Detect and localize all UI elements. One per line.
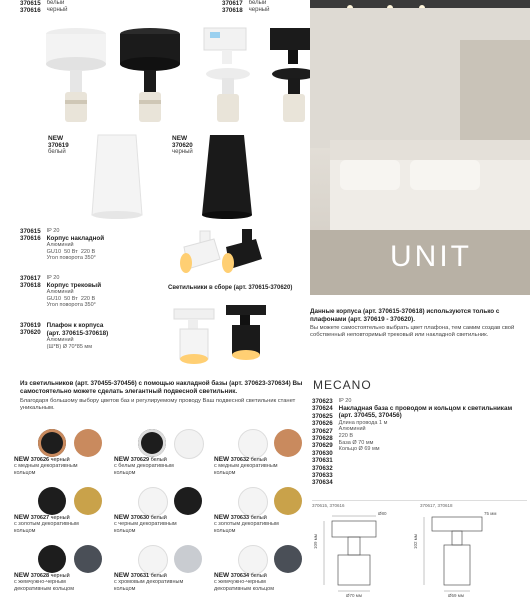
base-swatch xyxy=(38,487,66,515)
top-col1-codes: 370615 белый 370616 черный xyxy=(20,0,68,15)
interior-photo xyxy=(310,0,530,295)
mecano-title: MECANO xyxy=(313,378,372,392)
drawing-1-title: 370615, 370616 xyxy=(312,503,345,508)
drawing-2-title: 370617, 370618 xyxy=(420,503,453,508)
drawing-1-width: Ø80 xyxy=(378,511,387,516)
ip-rating: IP 20 xyxy=(46,228,60,234)
tech-drawings xyxy=(312,500,527,599)
base-swatch xyxy=(38,545,66,573)
drawing-2-base: Ø59 мм xyxy=(448,593,464,598)
variant-card: NEW 370626 черный с медным декоративным кольцом xyxy=(10,425,110,483)
ring-swatch xyxy=(274,487,302,515)
assembled-lamp-images xyxy=(168,225,293,375)
drawing-2-width: 75 мм xyxy=(484,511,497,516)
variant-card: NEW 370631 белый с хромовым декоративным кольцом xyxy=(110,541,210,599)
variant-card: NEW 370634 белый с жемчужно-черным декоративным кольцом xyxy=(210,541,310,599)
base-swatch xyxy=(138,487,168,517)
variants-grid xyxy=(10,425,310,600)
base-swatch xyxy=(138,429,166,457)
unit-logo: UNIT xyxy=(390,240,472,273)
variant-card: NEW 370627 черный с золотым декоративным кольцом xyxy=(10,483,110,541)
drawing-1-height: 109 мм xyxy=(313,534,318,549)
housing-product-images xyxy=(40,20,310,130)
base-swatch xyxy=(238,429,268,459)
ring-swatch xyxy=(274,429,302,457)
shade-white-label: NEW 370619 белый xyxy=(48,135,69,156)
base-swatch xyxy=(238,545,268,575)
variant-card: NEW 370630 белый с черным декоративным кольцом xyxy=(110,483,210,541)
shade-black-label: NEW 370620 черный xyxy=(172,135,193,156)
variant-card: NEW 370628 черный с жемчужно-черным декоративным кольцом xyxy=(10,541,110,599)
ring-swatch xyxy=(74,487,102,515)
drawing-2-height: 102 мм xyxy=(413,534,418,549)
mecano-spec: 370623 370624 370625 370626 370627 370628 370629 370630 370631 370632 370633 370634 IP 20 Накладная база с проводом и кольцом к светильникам (арт. 370455, 370456) Длина провода 1 м Алюминий 220 В База Ø 70 мм Кольцо Ø 69 мм xyxy=(312,398,522,487)
base-swatch xyxy=(138,545,168,575)
variant-card: NEW 370633 белый с золотым декоративным кольцом xyxy=(210,483,310,541)
housing-note: Данные корпуса (арт. 370615-370618) используются только с плафонами (арт. 370619 - 370620). Вы можете самостоятельно выбрать цвет плафона, тем самим создав свой собственный неповторимый трековый или накладной светильник. xyxy=(310,308,515,339)
assembled-caption: Светильники в сборе (арт. 370615-370620) xyxy=(168,285,293,291)
dimension-drawings xyxy=(312,511,527,597)
spec-surface: 370615 370616 IP 20 Корпус накладной Алюминий GU10 50 Вт 220 В Угол поворота 350° xyxy=(20,228,105,262)
ring-swatch xyxy=(74,545,102,573)
ring-swatch xyxy=(174,487,202,515)
variant-card: NEW 370632 белый с медным декоративным кольцом xyxy=(210,425,310,483)
ring-swatch xyxy=(274,545,302,573)
ring-swatch xyxy=(174,545,202,573)
drawing-1-base: Ø70 мм xyxy=(346,593,362,598)
ring-swatch xyxy=(74,429,102,457)
base-swatch xyxy=(38,429,66,457)
mecano-intro: Из светильников (арт. 370455-370456) с помощью накладной базы (арт. 370623-370634) Вы самостоятельно можете сделать элегантный подвесной светильник. Благодаря большому выбору цветов баз и регулируемому проводу Ваш подвесной светильник станет уникальным. xyxy=(20,380,303,412)
ip-rating: IP 20 xyxy=(338,398,352,404)
ip-rating: IP 20 xyxy=(46,275,60,281)
top-col2-codes: 370617 белый 370618 черный xyxy=(222,0,270,15)
spec-track: 370617 370618 IP 20 Корпус трековый Алюминий GU10 50 Вт 220 В Угол поворота 350° xyxy=(20,275,102,309)
variant-card: NEW 370629 белый с белым декоративным кольцом xyxy=(110,425,210,483)
ring-swatch xyxy=(174,429,204,459)
shade-images xyxy=(78,130,278,220)
base-swatch xyxy=(238,487,268,517)
spec-shade: 370619 370620 Плафон к корпуса (арт. 370615-370618) Алюминий (Ш*В) Ø 70*85 мм xyxy=(20,322,109,350)
